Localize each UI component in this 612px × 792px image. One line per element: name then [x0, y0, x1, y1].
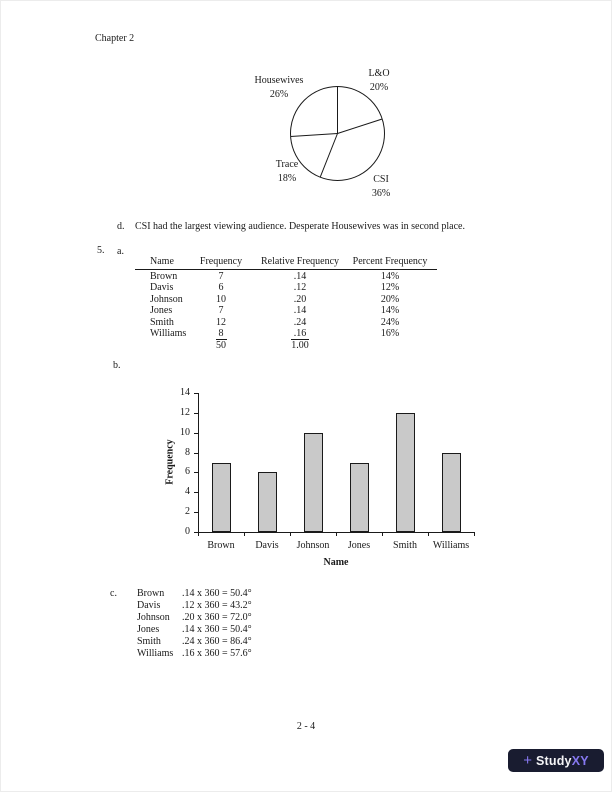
calc-formula: .16 x 360 = 57.6°	[182, 648, 252, 659]
answer-d-text: CSI had the largest viewing audience. Desperate Housewives was in second place.	[135, 221, 465, 232]
bar-jones	[350, 463, 369, 533]
logo-text-xy: XY	[571, 753, 589, 768]
x-category-label: Johnson	[296, 540, 330, 551]
cell-frequency: 6	[218, 282, 224, 293]
degree-calc-row	[137, 636, 357, 648]
logo-text-study: Study	[535, 753, 572, 768]
pie-label-name: L&O	[368, 68, 390, 79]
table-header-rule	[135, 269, 437, 270]
y-tick-label: 14	[180, 387, 190, 398]
y-tick-label: 0	[185, 526, 190, 537]
bar-chart-y-axis-title: Frequency	[164, 439, 176, 485]
pie-label-pct: 18%	[277, 173, 297, 184]
x-category-label: Brown	[207, 540, 235, 551]
x-category-label: Davis	[255, 540, 279, 551]
bar-davis	[258, 472, 277, 532]
calc-formula: .12 x 360 = 43.2°	[182, 600, 252, 611]
degree-calc-row	[137, 588, 357, 600]
table-row	[135, 317, 440, 329]
y-axis-tick	[194, 492, 198, 493]
cell-relative-frequency: .14	[293, 305, 307, 316]
y-tick-label: 12	[180, 406, 190, 418]
chapter-header: Chapter 2	[95, 33, 135, 44]
cell-relative-frequency: .16	[260, 328, 340, 340]
cell-relative-frequency: .24	[293, 316, 307, 328]
calc-name: Davis	[137, 600, 161, 611]
y-axis-tick	[194, 433, 198, 434]
cell-percent-frequency: 14%	[380, 270, 400, 282]
bar-chart	[150, 380, 490, 580]
table-row	[135, 305, 440, 317]
bar-chart-x-axis-title: Name	[323, 557, 349, 568]
cell-relative-frequency: .12	[293, 282, 307, 293]
cell-percent-frequency: 16%	[380, 328, 400, 339]
calc-name: Jones	[137, 624, 160, 635]
cell-percent-frequency: 24%	[380, 316, 400, 328]
x-axis-tick	[382, 533, 383, 536]
y-axis-tick	[194, 413, 198, 414]
calc-name: Smith	[137, 636, 161, 647]
answer-d-label: d.	[117, 221, 125, 232]
column-header-name: Name	[150, 256, 174, 267]
calc-name: Brown	[137, 588, 165, 599]
cell-frequency: 10	[216, 293, 226, 305]
pie-label-pct: 20%	[369, 82, 389, 93]
studyxy-logo[interactable]	[508, 749, 604, 772]
pie-label-lo	[344, 67, 414, 95]
answer-d	[117, 221, 537, 232]
calc-formula: .14 x 360 = 50.4°	[182, 624, 252, 635]
y-axis-line	[198, 393, 199, 533]
x-category-label: Williams	[432, 540, 470, 551]
bar-smith	[396, 413, 415, 532]
bar-johnson	[304, 433, 323, 532]
cell-frequency: 8	[191, 328, 251, 340]
pie-label-name: Housewives	[254, 75, 304, 86]
degree-calc-row	[137, 648, 357, 660]
y-tick-label: 4	[185, 486, 190, 498]
y-tick-label: 2	[185, 506, 190, 518]
cell-frequency: 7	[218, 270, 224, 282]
y-axis-tick	[194, 453, 198, 454]
calc-name: Williams	[137, 648, 174, 659]
degree-calculations	[137, 588, 357, 668]
pie-label-name: Trace	[275, 159, 299, 170]
cell-percent-frequency: 12%	[380, 282, 400, 293]
cell-name: Jones	[150, 305, 173, 316]
degree-calc-row	[137, 600, 357, 612]
column-header-relative-frequency: Relative Frequency	[260, 256, 340, 267]
calc-formula: .14 x 360 = 50.4°	[182, 588, 252, 599]
pie-label-pct: 36%	[371, 188, 391, 199]
degree-calc-row	[137, 612, 357, 624]
calc-name: Johnson	[137, 612, 170, 623]
cell-name: Johnson	[150, 293, 183, 305]
table-row	[135, 282, 440, 294]
x-axis-tick	[198, 533, 199, 536]
y-axis-tick	[194, 512, 198, 513]
table-row	[135, 294, 440, 306]
cell-name: Smith	[150, 316, 174, 328]
bar-williams	[442, 453, 461, 532]
pie-label-csi	[346, 173, 416, 201]
page-number: 2 - 4	[296, 721, 316, 732]
frequency-table	[135, 255, 440, 355]
cell-total-frequency: 50	[216, 340, 226, 351]
calc-formula: .24 x 360 = 86.4°	[182, 636, 252, 647]
y-axis-tick	[194, 472, 198, 473]
x-axis-tick	[244, 533, 245, 536]
pie-label-name: CSI	[373, 174, 389, 185]
x-axis-tick	[336, 533, 337, 536]
column-header-frequency: Frequency	[199, 256, 243, 267]
cell-frequency: 7	[218, 305, 224, 316]
cell-percent-frequency: 14%	[380, 305, 400, 316]
column-header-percent-frequency: Percent Frequency	[352, 256, 428, 267]
degree-calc-row	[137, 624, 357, 636]
y-tick-label: 6	[185, 466, 190, 478]
pie-label-housewives	[244, 74, 314, 102]
cell-name: Davis	[150, 282, 174, 293]
table-row	[135, 271, 440, 283]
calc-formula: .20 x 360 = 72.0°	[182, 612, 252, 623]
y-tick-label: 10	[180, 426, 190, 438]
plus-icon: +	[523, 752, 532, 769]
cell-percent-frequency: 20%	[380, 293, 400, 305]
problem-5-part-c-label: c.	[110, 588, 117, 599]
cell-frequency: 12	[216, 316, 226, 328]
table-row	[135, 328, 440, 340]
x-category-label: Jones	[347, 540, 371, 551]
x-axis-tick	[290, 533, 291, 536]
table-header-row	[135, 256, 440, 268]
x-axis-tick	[474, 533, 475, 536]
problem-5-number: 5.	[97, 245, 105, 256]
problem-5-part-a-label: a.	[117, 246, 124, 257]
y-axis-tick	[194, 393, 198, 394]
y-tick-label: 8	[185, 446, 190, 458]
problem-5-part-b-label: b.	[113, 360, 121, 371]
table-totals-row	[135, 340, 440, 352]
x-category-label: Smith	[393, 540, 417, 551]
x-axis-tick	[428, 533, 429, 536]
bar-brown	[212, 463, 231, 533]
pie-label-trace	[252, 158, 322, 186]
cell-total-relative-frequency: 1.00	[291, 340, 309, 351]
cell-name: Brown	[150, 270, 178, 282]
cell-name: Williams	[150, 328, 187, 339]
cell-relative-frequency: .20	[293, 293, 307, 305]
cell-relative-frequency: .14	[293, 270, 307, 282]
pie-label-pct: 26%	[269, 89, 289, 100]
